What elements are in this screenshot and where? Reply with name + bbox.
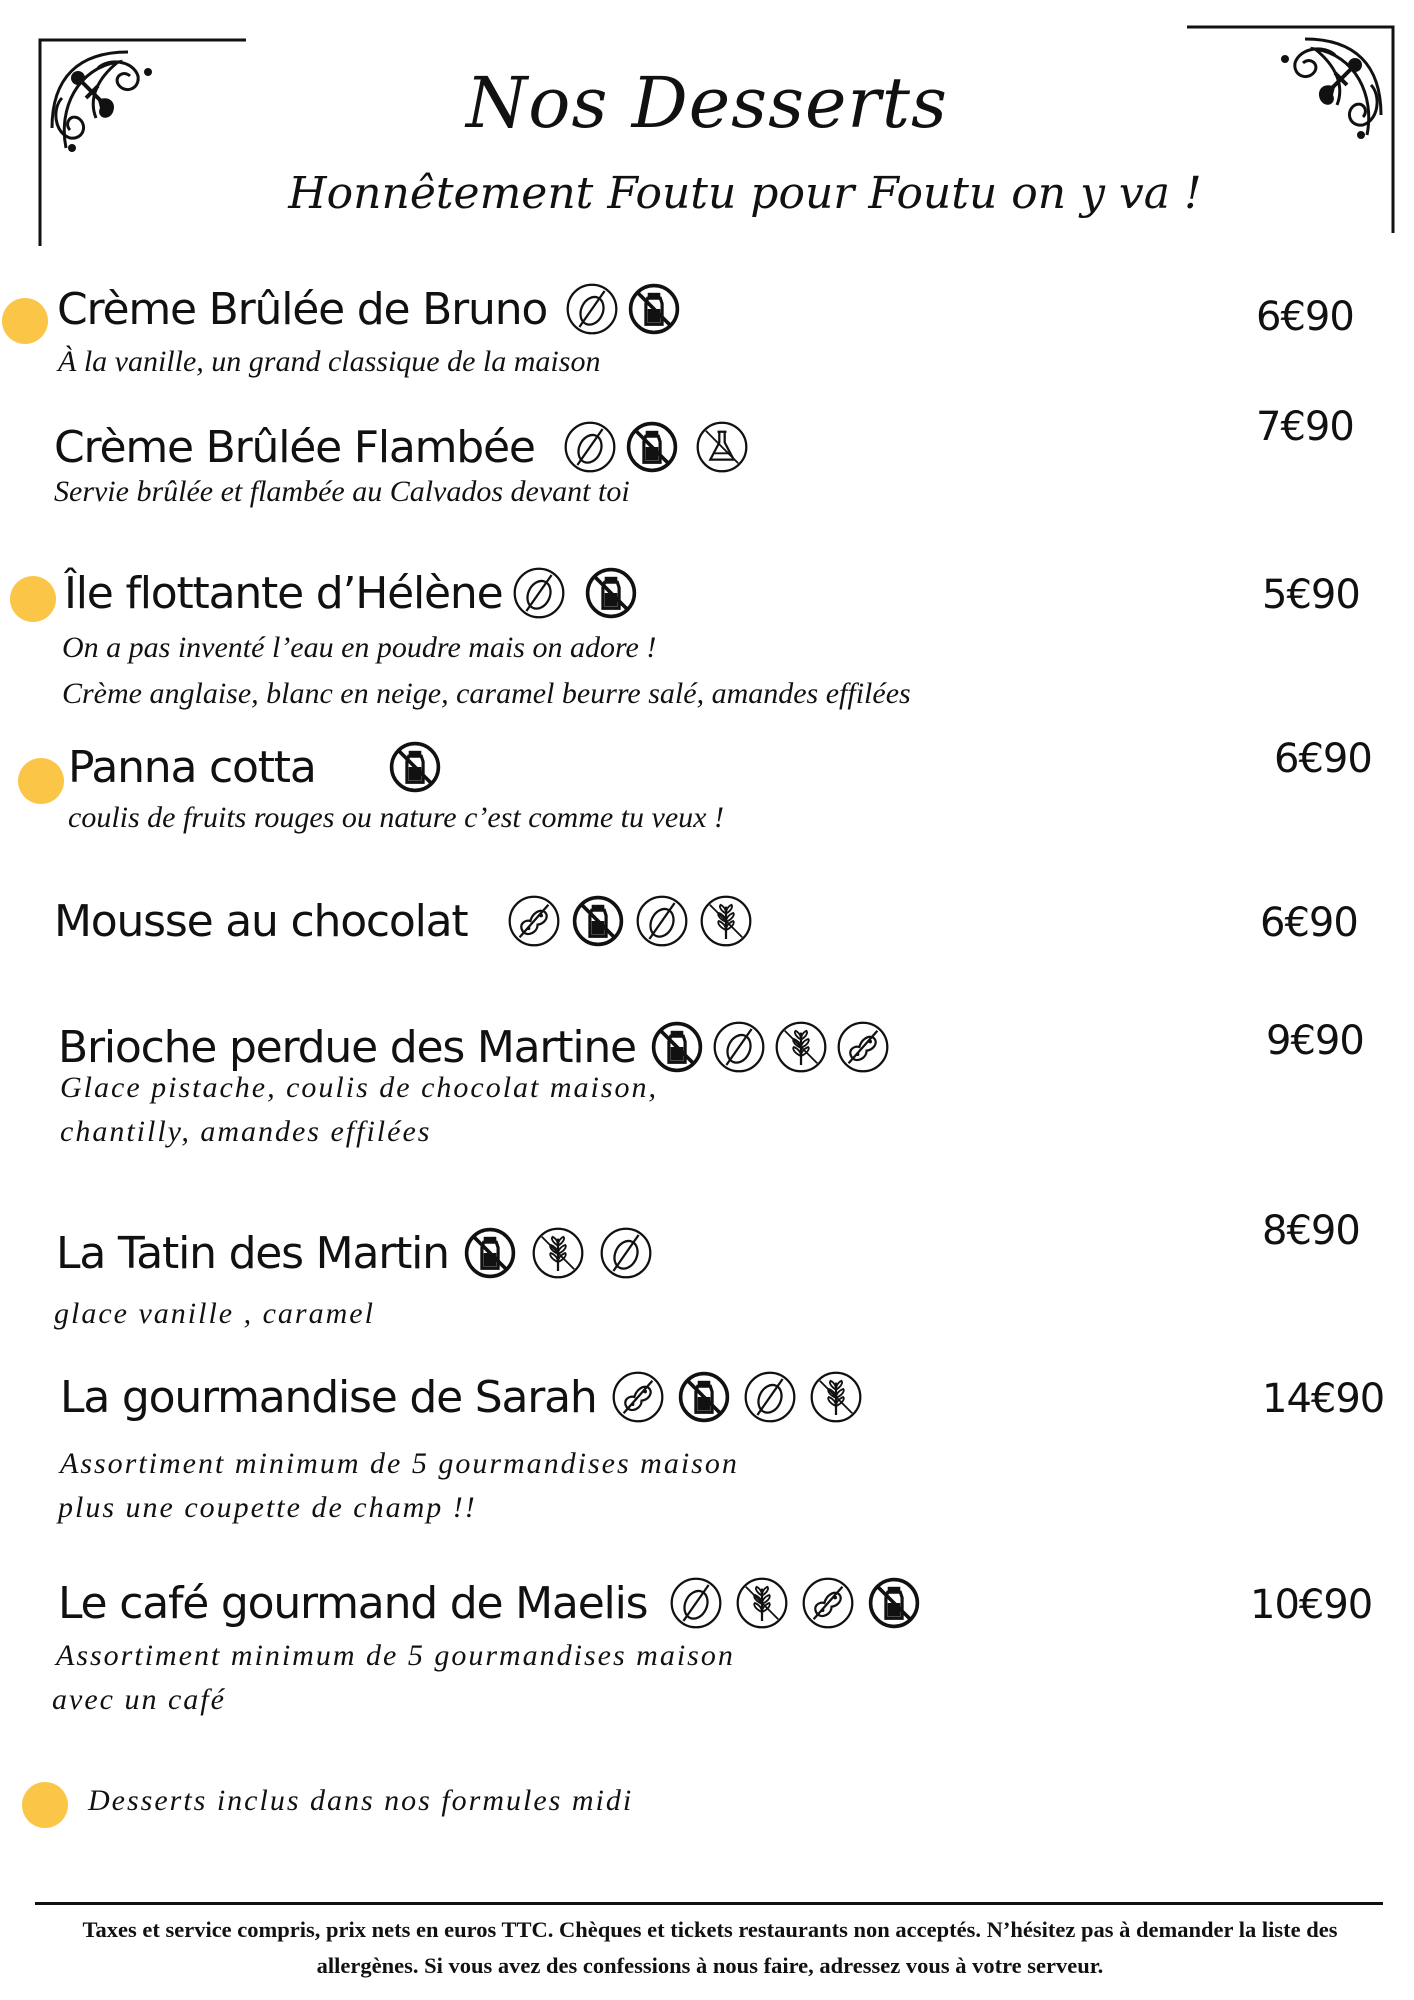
milk-icon xyxy=(677,1370,731,1424)
egg-icon xyxy=(635,894,689,948)
dish-name xyxy=(58,1576,921,1630)
egg-icon xyxy=(712,1020,766,1074)
milk-icon xyxy=(625,420,679,474)
milk-icon xyxy=(571,894,625,948)
allergen-icons xyxy=(650,1020,890,1074)
allergen-icons xyxy=(611,1370,863,1424)
allergen-icons xyxy=(669,1576,921,1630)
lunch-formula-note: Desserts inclus dans nos formules midi xyxy=(88,1784,634,1817)
dish-description: chantilly, amandes effilées xyxy=(60,1115,432,1148)
dish-description: On a pas inventé l’eau en poudre mais on adore ! xyxy=(62,631,657,664)
egg-icon xyxy=(599,1226,653,1280)
milk-icon xyxy=(584,566,638,620)
allergen-icons xyxy=(507,894,753,948)
divider xyxy=(35,1902,1383,1905)
egg-icon xyxy=(563,420,617,474)
lunch-formula-dot xyxy=(2,298,48,344)
dish-name-text: La gourmandise de Sarah xyxy=(60,1371,597,1423)
allergen-icons xyxy=(388,740,442,794)
dish-description: plus une coupette de champ !! xyxy=(58,1491,477,1524)
allergen-icons xyxy=(563,420,749,474)
dish-name-text: Panna cotta xyxy=(68,741,316,793)
gluten-icon xyxy=(774,1020,828,1074)
nut-icon xyxy=(611,1370,665,1424)
lunch-formula-dot xyxy=(22,1782,68,1828)
dish-name xyxy=(57,282,681,336)
dish-name-text: Le café gourmand de Maelis xyxy=(58,1577,648,1629)
dish-price: 6€90 xyxy=(1256,294,1354,340)
dish-price: 6€90 xyxy=(1274,736,1372,782)
dish-description: À la vanille, un grand classique de la maison xyxy=(58,345,601,378)
dish-name xyxy=(68,740,442,794)
dish-description: Glace pistache, coulis de chocolat maison, xyxy=(60,1071,659,1104)
lunch-formula-dot xyxy=(18,758,64,804)
nut-icon xyxy=(801,1576,855,1630)
lunch-formula-dot xyxy=(10,576,56,622)
gluten-icon xyxy=(699,894,753,948)
sulphite-flask-icon xyxy=(695,420,749,474)
dish-price: 7€90 xyxy=(1256,404,1354,450)
milk-icon xyxy=(627,282,681,336)
dish-description: coulis de fruits rouges ou nature c’est comme tu veux ! xyxy=(68,801,724,834)
dish-name xyxy=(64,566,638,620)
nut-icon xyxy=(836,1020,890,1074)
dish-price: 5€90 xyxy=(1262,572,1360,618)
gluten-icon xyxy=(531,1226,585,1280)
allergen-icons xyxy=(463,1226,653,1280)
dish-name xyxy=(54,894,753,948)
dish-name xyxy=(56,1226,653,1280)
dish-name xyxy=(54,420,749,474)
dish-description: Assortiment minimum de 5 gourmandises maison xyxy=(60,1447,739,1480)
dish-name-text: Brioche perdue des Martine xyxy=(58,1021,636,1073)
allergen-icons xyxy=(512,566,638,620)
milk-icon xyxy=(463,1226,517,1280)
dish-description: Servie brûlée et flambée au Calvados devant toi xyxy=(54,475,630,508)
legal-notice: Taxes et service compris, prix nets en euros TTC. Chèques et tickets restaurants non acceptés. N’hésitez pas à demander la liste des allergènes. Si vous avez des confessions à nous faire, adressez vous à votre serveur. xyxy=(82,1917,1338,1978)
dish-description: Assortiment minimum de 5 gourmandises maison xyxy=(56,1639,735,1672)
dish-price: 6€90 xyxy=(1260,900,1358,946)
allergen-icons xyxy=(565,282,681,336)
dish-name-text: Crème Brûlée Flambée xyxy=(54,421,535,473)
nut-icon xyxy=(507,894,561,948)
egg-icon xyxy=(743,1370,797,1424)
milk-icon xyxy=(867,1576,921,1630)
gluten-icon xyxy=(809,1370,863,1424)
page-title: Nos Desserts xyxy=(466,62,948,144)
dish-price: 10€90 xyxy=(1250,1582,1373,1628)
dish-name-text: La Tatin des Martin xyxy=(56,1227,449,1279)
dish-price: 14€90 xyxy=(1262,1376,1385,1422)
egg-icon xyxy=(669,1576,723,1630)
gluten-icon xyxy=(735,1576,789,1630)
dish-price: 8€90 xyxy=(1262,1208,1360,1254)
egg-icon xyxy=(512,566,566,620)
page-subtitle: Honnêtement Foutu pour Foutu on y va ! xyxy=(288,168,1202,219)
milk-icon xyxy=(388,740,442,794)
egg-icon xyxy=(565,282,619,336)
dish-description: glace vanille , caramel xyxy=(54,1297,375,1330)
dish-name xyxy=(60,1370,863,1424)
dish-name-text: Crème Brûlée de Bruno xyxy=(57,283,548,335)
dish-description: Crème anglaise, blanc en neige, caramel beurre salé, amandes effilées xyxy=(62,677,911,710)
dish-description: avec un café xyxy=(52,1683,226,1716)
dish-price: 9€90 xyxy=(1266,1018,1364,1064)
dish-name-text: Mousse au chocolat xyxy=(54,895,468,947)
dish-name-text: Île flottante d’Hélène xyxy=(64,567,503,619)
